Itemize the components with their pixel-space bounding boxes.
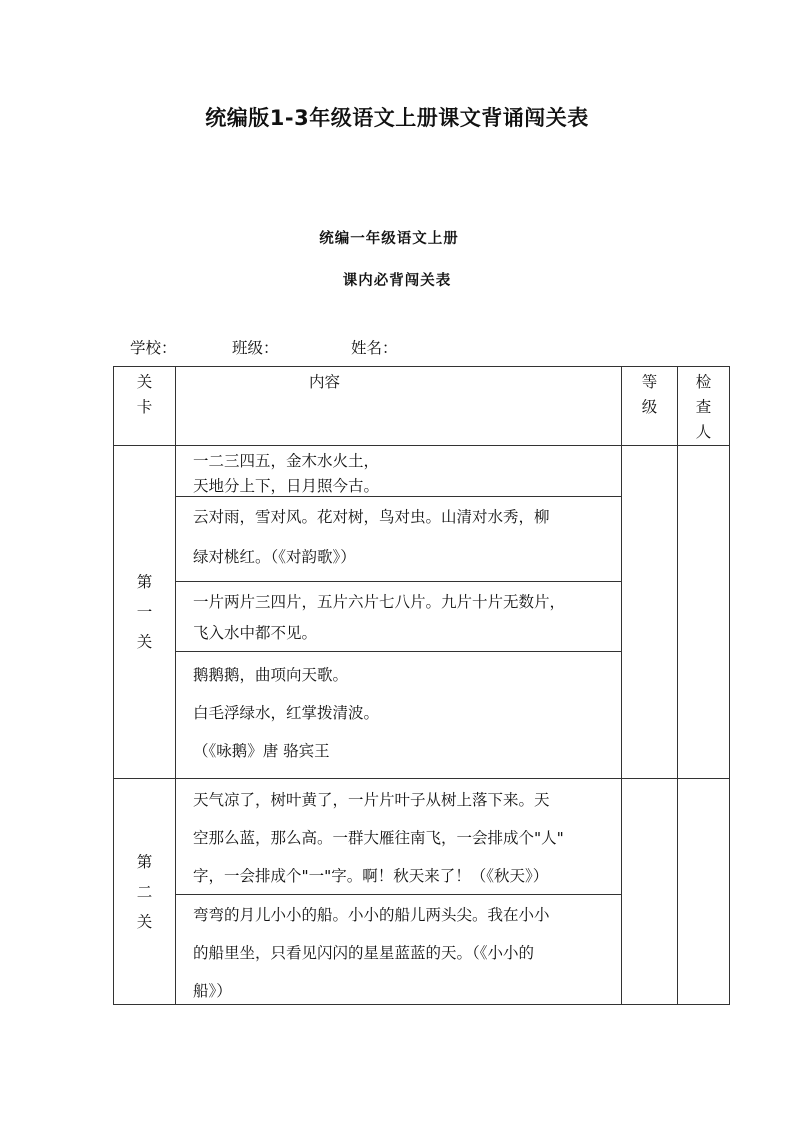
name-label: 姓名： bbox=[351, 339, 398, 357]
list-item: 一二三四五，金木水火土， 天地分上下，日月照今古。 bbox=[176, 446, 621, 497]
grade-subtitle: 统编一年级语文上册 bbox=[319, 231, 459, 247]
list-item: 弯弯的月儿小小的船。小小的船儿两头尖。我在小小 的船里坐，只看见闪闪的星星蓝蓝的天。（《小小的 船》） bbox=[193, 906, 550, 1000]
header-content: 内容 bbox=[176, 367, 622, 446]
gate-1-checker[interactable] bbox=[678, 446, 730, 779]
gate-2-grade[interactable] bbox=[622, 779, 678, 1005]
gate-2-content bbox=[176, 779, 622, 1005]
table-subtitle: 课内必背闯关表 bbox=[342, 273, 452, 289]
table-row bbox=[114, 779, 730, 1005]
table-header-row bbox=[114, 367, 730, 446]
gate-2-checker[interactable] bbox=[678, 779, 730, 1005]
school-label: 学校： bbox=[130, 339, 177, 357]
header-checker: 检 查 人 bbox=[678, 367, 730, 446]
document-title: 统编版1-3年级语文上册课文背诵闯关表 bbox=[205, 106, 589, 130]
gate-1-content bbox=[176, 446, 622, 779]
gate-2-label: 第 二 关 bbox=[114, 779, 176, 1005]
list-item: 云对雨，雪对风。花对树，鸟对虫。山清对水秀，柳 绿对桃红。（《对韵歌》） bbox=[176, 497, 621, 582]
list-item: 天气凉了，树叶黄了，一片片叶子从树上落下来。天 空那么蓝，那么高。一群大雁往南飞，一会排成个"人" 字，一会排成个"一"字。啊！秋天来了！（《秋天》） bbox=[176, 779, 621, 895]
class-label: 班级： bbox=[232, 339, 279, 357]
table-row bbox=[114, 446, 730, 779]
recitation-table bbox=[113, 366, 730, 1005]
gate-1-label: 第 一 关 bbox=[114, 446, 176, 779]
header-grade: 等 级 bbox=[622, 367, 678, 446]
gate-1-grade[interactable] bbox=[622, 446, 678, 779]
list-item: 鹅鹅鹅，曲项向天歌。 白毛浮绿水，红掌拨清波。 （《咏鹅》唐 骆宾王 bbox=[193, 666, 380, 760]
list-item: 一片两片三四片，五片六片七八片。九片十片无数片， 飞入水中都不见。 bbox=[176, 582, 621, 652]
header-gate: 关 卡 bbox=[114, 367, 176, 446]
